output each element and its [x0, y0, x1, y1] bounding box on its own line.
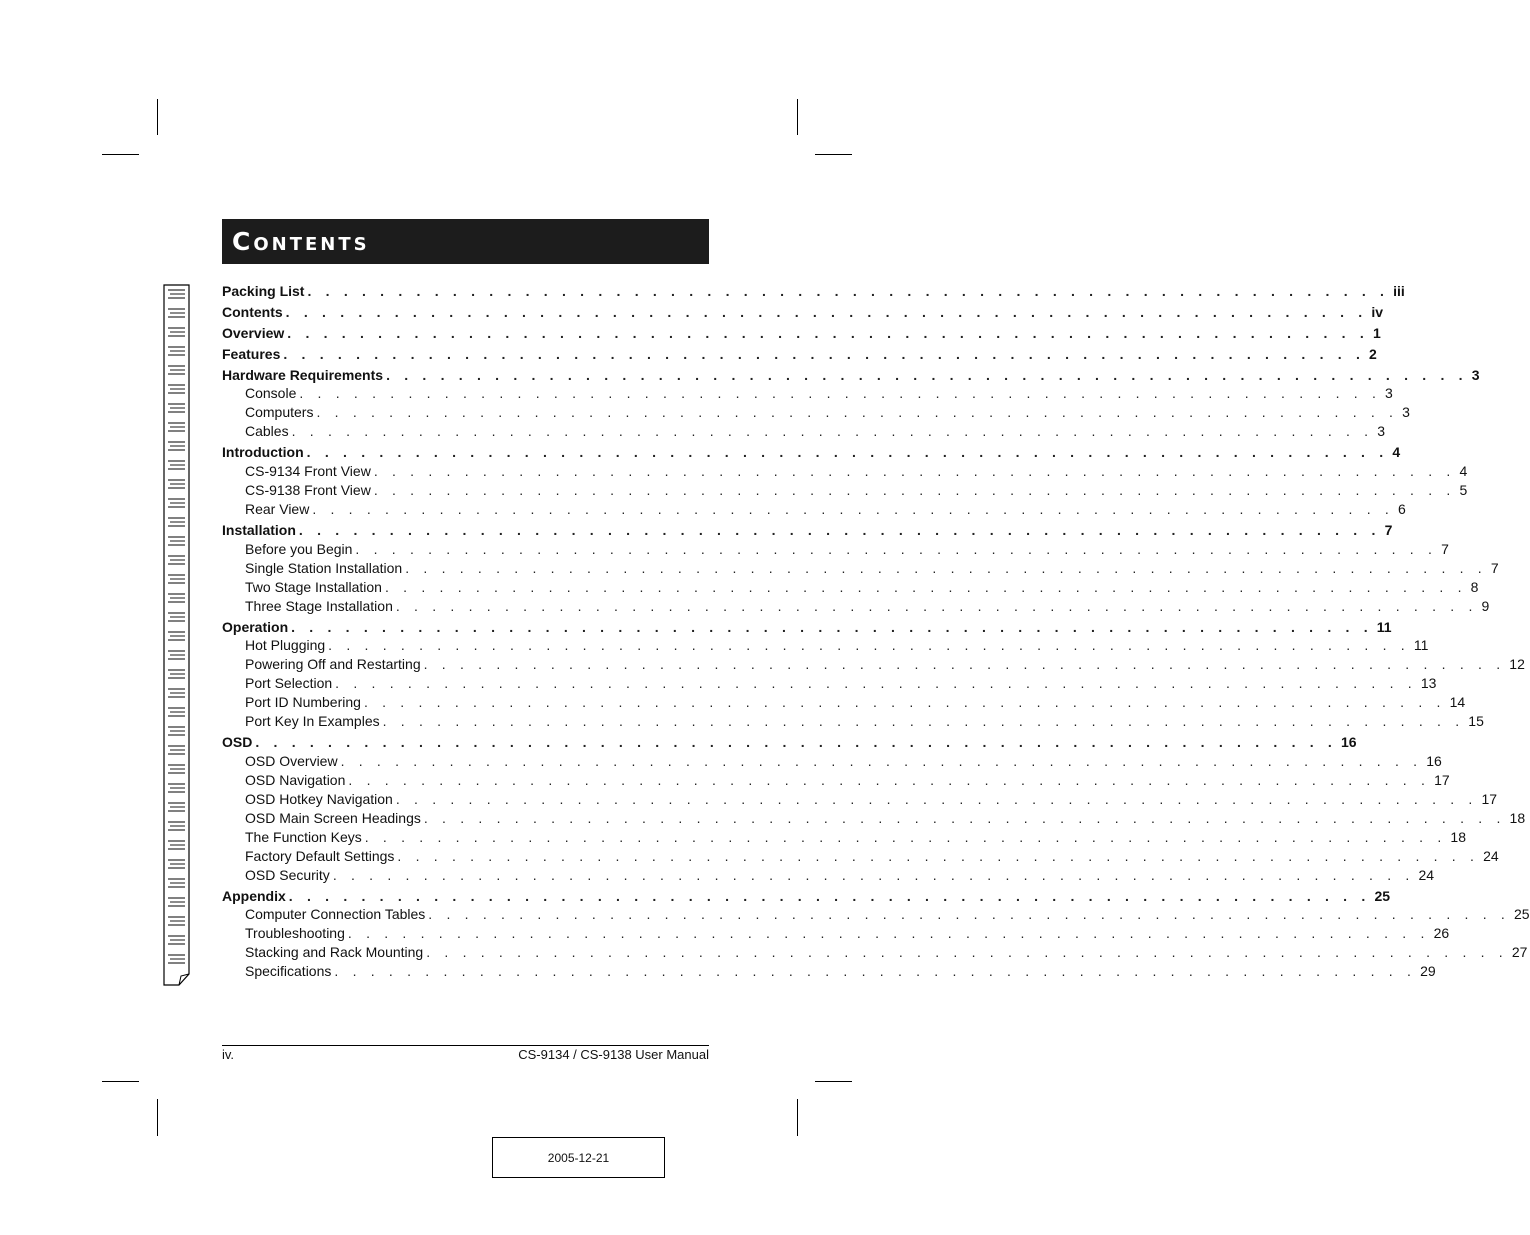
- crop-mark: [157, 99, 158, 135]
- toc-entry-page: 3: [1471, 366, 1480, 383]
- toc-entry-page: 25: [1374, 887, 1391, 904]
- toc-entry-title: CS-9134 Front View: [245, 463, 371, 480]
- toc-subsection-entry[interactable]: [222, 693, 1466, 712]
- toc-entry-title: CS-9138 Front View: [245, 482, 371, 499]
- toc-dot-leader: . . . . . . . . . . . . . . . . . . . . . . . . . . . . . . . . . . . . . . . . . . . . . . . . . . . . . . . . . . . .: [405, 559, 1487, 576]
- toc-dot-leader: . . . . . . . . . . . . . . . . . . . . . . . . . . . . . . . . . . . . . . . . . . . . . . . . . . . . . . . . . . . .: [347, 925, 1430, 942]
- toc-section-entry[interactable]: [222, 618, 1392, 637]
- toc-entry-title: Packing List: [222, 283, 305, 299]
- toc-entry-title: OSD Overview: [245, 753, 338, 769]
- toc-entry-title: Console: [245, 385, 297, 402]
- toc-subsection-entry[interactable]: [222, 636, 1429, 655]
- toc-entry-page: 16: [1341, 734, 1357, 751]
- toc-subsection-entry[interactable]: [222, 462, 1468, 481]
- toc-dot-leader: . . . . . . . . . . . . . . . . . . . . . . . . . . . . . . . . . . . . . . . . . . . . . . . . . . . . . . . . . . . .: [312, 501, 1394, 517]
- toc-entry-title: Troubleshooting: [245, 925, 345, 942]
- date-stamp-box: [492, 1137, 665, 1178]
- footer-rule: [222, 1045, 709, 1046]
- toc-entry-page: 29: [1420, 963, 1436, 980]
- toc-dot-leader: . . . . . . . . . . . . . . . . . . . . . . . . . . . . . . . . . . . . . . . . . . . . . . . . . . . . . . . . . . . .: [423, 656, 1506, 673]
- crop-mark: [797, 99, 798, 135]
- toc-entry-page: 16: [1426, 753, 1442, 769]
- toc-dot-leader: . . . . . . . . . . . . . . . . . . . . . . . . . . . . . . . . . . . . . . . . . . . . . . . . . . . . . . . . . . . .: [291, 618, 1373, 635]
- toc-entry-page: 27: [1511, 944, 1528, 961]
- toc-dot-leader: . . . . . . . . . . . . . . . . . . . . . . . . . . . . . . . . . . . . . . . . . . . . . . . . . . . . . . . . . . . .: [299, 385, 1382, 402]
- toc-entry-page: iii: [1393, 283, 1405, 299]
- toc-subsection-entry[interactable]: [222, 655, 1525, 674]
- toc-entry-page: 25: [1513, 906, 1530, 923]
- toc-entry-title: Hot Plugging: [245, 637, 326, 654]
- crop-mark: [815, 154, 852, 155]
- toc-entry-page: 6: [1398, 501, 1406, 517]
- toc-entry-title: Contents: [222, 303, 283, 320]
- toc-subsection-entry[interactable]: [222, 712, 1484, 731]
- toc-subsection-entry[interactable]: [222, 481, 1468, 500]
- toc-dot-leader: . . . . . . . . . . . . . . . . . . . . . . . . . . . . . . . . . . . . . . . . . . . . . . . . . . . . . . . . . . . .: [287, 324, 1369, 341]
- toc-subsection-entry[interactable]: [222, 559, 1499, 578]
- notebook-icon: [163, 284, 190, 986]
- toc-entry-title: OSD Hotkey Navigation: [245, 790, 393, 807]
- toc-dot-leader: . . . . . . . . . . . . . . . . . . . . . . . . . . . . . . . . . . . . . . . . . . . . . . . . . . . . . . . . . . . .: [307, 283, 1390, 299]
- toc-entry-page: 11: [1376, 618, 1392, 635]
- toc-entry-title: Port Selection: [245, 675, 333, 692]
- toc-dot-leader: . . . . . . . . . . . . . . . . . . . . . . . . . . . . . . . . . . . . . . . . . . . . . . . . . . . . . . . . . . . .: [288, 887, 1371, 904]
- toc-entry-title: Rear View: [245, 501, 310, 517]
- toc-subsection-entry[interactable]: [222, 790, 1498, 809]
- toc-dot-leader: . . . . . . . . . . . . . . . . . . . . . . . . . . . . . . . . . . . . . . . . . . . . . . . . . . . . . . . . . . . .: [334, 963, 1417, 980]
- toc-dot-leader: . . . . . . . . . . . . . . . . . . . . . . . . . . . . . . . . . . . . . . . . . . . . . . . . . . . . . . . . . . . .: [316, 404, 1399, 421]
- toc-entry-page: 15: [1468, 713, 1484, 730]
- toc-entry-title: Single Station Installation: [245, 559, 403, 576]
- table-of-contents: [222, 282, 1530, 981]
- toc-entry-title: OSD Security: [245, 866, 330, 883]
- footer-page-number: iv.: [222, 1047, 235, 1062]
- toc-section-entry[interactable]: [222, 443, 1401, 462]
- toc-dot-leader: . . . . . . . . . . . . . . . . . . . . . . . . . . . . . . . . . . . . . . . . . . . . . . . . . . . . . . . . . . . .: [348, 771, 1431, 788]
- toc-entry-page: 3: [1402, 404, 1410, 421]
- toc-entry-page: 7: [1441, 540, 1449, 557]
- toc-entry-page: 12: [1509, 656, 1525, 673]
- crop-mark: [815, 1081, 852, 1082]
- toc-dot-leader: . . . . . . . . . . . . . . . . . . . . . . . . . . . . . . . . . . . . . . . . . . . . . . . . . . . . . . . . . . . .: [298, 521, 1381, 538]
- toc-entry-page: 11: [1413, 637, 1429, 654]
- toc-entry-page: 17: [1481, 790, 1498, 807]
- toc-subsection-entry[interactable]: [222, 905, 1530, 924]
- crop-mark: [102, 1081, 139, 1082]
- toc-entry-title: Hardware Requirements: [222, 366, 384, 383]
- toc-entry-title: OSD Navigation: [245, 771, 346, 788]
- toc-entry-title: OSD: [222, 734, 253, 751]
- toc-entry-title: Computer Connection Tables: [245, 906, 426, 923]
- crop-mark: [157, 1099, 158, 1136]
- toc-subsection-entry[interactable]: [222, 500, 1406, 519]
- toc-section-entry[interactable]: [222, 282, 1405, 301]
- toc-subsection-entry[interactable]: [222, 943, 1528, 962]
- toc-entry-page: 4: [1392, 444, 1401, 461]
- toc-subsection-entry[interactable]: [222, 597, 1490, 616]
- toc-entry-title: Factory Default Settings: [245, 847, 395, 864]
- toc-entry-page: 7: [1490, 559, 1499, 576]
- toc-dot-leader: . . . . . . . . . . . . . . . . . . . . . . . . . . . . . . . . . . . . . . . . . . . . . . . . . . . . . . . . . . . .: [283, 345, 1366, 362]
- toc-subsection-entry[interactable]: [222, 866, 1435, 885]
- toc-entry-title: Introduction: [222, 444, 304, 461]
- toc-entry-title: Two Stage Installation: [245, 578, 382, 595]
- toc-entry-title: Operation: [222, 618, 289, 635]
- toc-dot-leader: . . . . . . . . . . . . . . . . . . . . . . . . . . . . . . . . . . . . . . . . . . . . . . . . . . . . . . . . . . . .: [382, 713, 1465, 730]
- toc-entry-page: iv: [1371, 303, 1384, 320]
- toc-entry-page: 3: [1377, 423, 1386, 440]
- toc-entry-title: Features: [222, 345, 281, 362]
- toc-entry-page: 9: [1481, 597, 1490, 614]
- toc-entry-page: 26: [1433, 925, 1450, 942]
- toc-section-entry[interactable]: [222, 345, 1377, 364]
- toc-dot-leader: . . . . . . . . . . . . . . . . . . . . . . . . . . . . . . . . . . . . . . . . . . . . . . . . . . . . . . . . . . . .: [386, 366, 1468, 383]
- toc-section-entry[interactable]: [222, 324, 1381, 343]
- toc-entry-title: Computers: [245, 404, 314, 421]
- toc-subsection-entry[interactable]: [222, 847, 1499, 866]
- toc-dot-leader: . . . . . . . . . . . . . . . . . . . . . . . . . . . . . . . . . . . . . . . . . . . . . . . . . . . . . . . . . . . .: [373, 463, 1456, 480]
- toc-dot-leader: . . . . . . . . . . . . . . . . . . . . . . . . . . . . . . . . . . . . . . . . . . . . . . . . . . . . . . . . . . . .: [373, 482, 1456, 499]
- toc-entry-title: Stacking and Rack Mounting: [245, 944, 424, 961]
- toc-entry-title: Powering Off and Restarting: [245, 656, 421, 673]
- toc-entry-title: Appendix: [222, 887, 286, 904]
- toc-subsection-entry[interactable]: [222, 674, 1437, 693]
- toc-subsection-entry[interactable]: [222, 384, 1393, 403]
- toc-subsection-entry[interactable]: [222, 403, 1410, 422]
- toc-dot-leader: . . . . . . . . . . . . . . . . . . . . . . . . . . . . . . . . . . . . . . . . . . . . . . . . . . . . . . . . . . . .: [255, 734, 1338, 751]
- toc-entry-page: 17: [1434, 771, 1450, 788]
- toc-subsection-entry[interactable]: [222, 771, 1450, 790]
- toc-entry-page: 5: [1459, 482, 1468, 499]
- toc-dot-leader: . . . . . . . . . . . . . . . . . . . . . . . . . . . . . . . . . . . . . . . . . . . . . . . . . . . . . . . . . . . .: [395, 790, 1478, 807]
- toc-dot-leader: . . . . . . . . . . . . . . . . . . . . . . . . . . . . . . . . . . . . . . . . . . . . . . . . . . . . . . . . . . . .: [395, 597, 1478, 614]
- toc-entry-page: 2: [1369, 345, 1377, 362]
- toc-entry-title: Installation: [222, 521, 296, 538]
- toc-entry-page: 18: [1450, 828, 1466, 845]
- toc-dot-leader: . . . . . . . . . . . . . . . . . . . . . . . . . . . . . . . . . . . . . . . . . . . . . . . . . . . . . . . . . . . .: [364, 828, 1447, 845]
- toc-dot-leader: . . . . . . . . . . . . . . . . . . . . . . . . . . . . . . . . . . . . . . . . . . . . . . . . . . . . . . . . . . . .: [363, 694, 1446, 711]
- toc-section-entry[interactable]: [222, 521, 1393, 540]
- contents-title-bar: [222, 219, 709, 264]
- toc-dot-leader: . . . . . . . . . . . . . . . . . . . . . . . . . . . . . . . . . . . . . . . . . . . . . . . . . . . . . . . . . . . .: [426, 944, 1508, 961]
- toc-subsection-entry[interactable]: [222, 578, 1479, 597]
- toc-entry-title: Three Stage Installation: [245, 597, 393, 614]
- toc-dot-leader: . . . . . . . . . . . . . . . . . . . . . . . . . . . . . . . . . . . . . . . . . . . . . . . . . . . . . . . . . . . .: [332, 866, 1415, 883]
- toc-dot-leader: . . . . . . . . . . . . . . . . . . . . . . . . . . . . . . . . . . . . . . . . . . . . . . . . . . . . . . . . . . . .: [328, 637, 1410, 654]
- toc-entry-page: 8: [1470, 578, 1479, 595]
- toc-entry-page: 4: [1459, 463, 1468, 480]
- toc-section-entry[interactable]: [222, 887, 1391, 906]
- toc-section-entry[interactable]: [222, 303, 1384, 322]
- toc-entry-page: 14: [1449, 694, 1466, 711]
- toc-entry-title: Port ID Numbering: [245, 694, 361, 711]
- toc-entry-page: 1: [1372, 324, 1381, 341]
- toc-dot-leader: . . . . . . . . . . . . . . . . . . . . . . . . . . . . . . . . . . . . . . . . . . . . . . . . . . . . . . . . . . . .: [423, 809, 1506, 826]
- toc-section-entry[interactable]: [222, 733, 1357, 752]
- toc-entry-title: Overview: [222, 324, 285, 341]
- toc-entry-page: 13: [1420, 675, 1437, 692]
- toc-dot-leader: . . . . . . . . . . . . . . . . . . . . . . . . . . . . . . . . . . . . . . . . . . . . . . . . . . . . . . . . . . . .: [285, 303, 1368, 320]
- date-stamp: 2005-12-21: [547, 1150, 610, 1165]
- toc-subsection-entry[interactable]: [222, 962, 1436, 981]
- toc-subsection-entry[interactable]: [222, 924, 1450, 943]
- toc-dot-leader: . . . . . . . . . . . . . . . . . . . . . . . . . . . . . . . . . . . . . . . . . . . . . . . . . . . . . . . . . . . .: [428, 906, 1510, 923]
- toc-subsection-entry[interactable]: [222, 752, 1442, 771]
- toc-dot-leader: . . . . . . . . . . . . . . . . . . . . . . . . . . . . . . . . . . . . . . . . . . . . . . . . . . . . . . . . . . . .: [355, 540, 1438, 557]
- toc-entry-title: Specifications: [245, 963, 332, 980]
- toc-subsection-entry[interactable]: [222, 809, 1526, 828]
- toc-dot-leader: . . . . . . . . . . . . . . . . . . . . . . . . . . . . . . . . . . . . . . . . . . . . . . . . . . . . . . . . . . . .: [397, 847, 1480, 864]
- toc-entry-page: 24: [1483, 847, 1499, 864]
- toc-dot-leader: . . . . . . . . . . . . . . . . . . . . . . . . . . . . . . . . . . . . . . . . . . . . . . . . . . . . . . . . . . . .: [306, 444, 1389, 461]
- toc-entry-title: Cables: [245, 423, 289, 440]
- footer-manual-title: CS-9134 / CS-9138 User Manual: [518, 1047, 709, 1062]
- toc-entry-title: The Function Keys: [245, 828, 362, 845]
- toc-entry-title: Port Key In Examples: [245, 713, 380, 730]
- toc-entry-page: 7: [1384, 521, 1393, 538]
- toc-entry-title: OSD Main Screen Headings: [245, 809, 421, 826]
- page-title: Contents: [232, 227, 370, 256]
- toc-subsection-entry[interactable]: [222, 422, 1386, 441]
- crop-mark: [102, 154, 139, 155]
- toc-dot-leader: . . . . . . . . . . . . . . . . . . . . . . . . . . . . . . . . . . . . . . . . . . . . . . . . . . . . . . . . . . . .: [291, 423, 1374, 440]
- toc-dot-leader: . . . . . . . . . . . . . . . . . . . . . . . . . . . . . . . . . . . . . . . . . . . . . . . . . . . . . . . . . . . .: [384, 578, 1467, 595]
- toc-entry-title: Before you Begin: [245, 540, 353, 557]
- toc-dot-leader: . . . . . . . . . . . . . . . . . . . . . . . . . . . . . . . . . . . . . . . . . . . . . . . . . . . . . . . . . . . .: [335, 675, 1417, 692]
- toc-subsection-entry[interactable]: [222, 828, 1466, 847]
- crop-mark: [797, 1099, 798, 1136]
- toc-section-entry[interactable]: [222, 366, 1480, 385]
- toc-subsection-entry[interactable]: [222, 540, 1449, 559]
- toc-entry-page: 18: [1509, 809, 1526, 826]
- toc-entry-page: 3: [1385, 385, 1393, 402]
- toc-entry-page: 24: [1418, 866, 1435, 883]
- toc-dot-leader: . . . . . . . . . . . . . . . . . . . . . . . . . . . . . . . . . . . . . . . . . . . . . . . . . . . . . . . . . . . .: [340, 753, 1423, 769]
